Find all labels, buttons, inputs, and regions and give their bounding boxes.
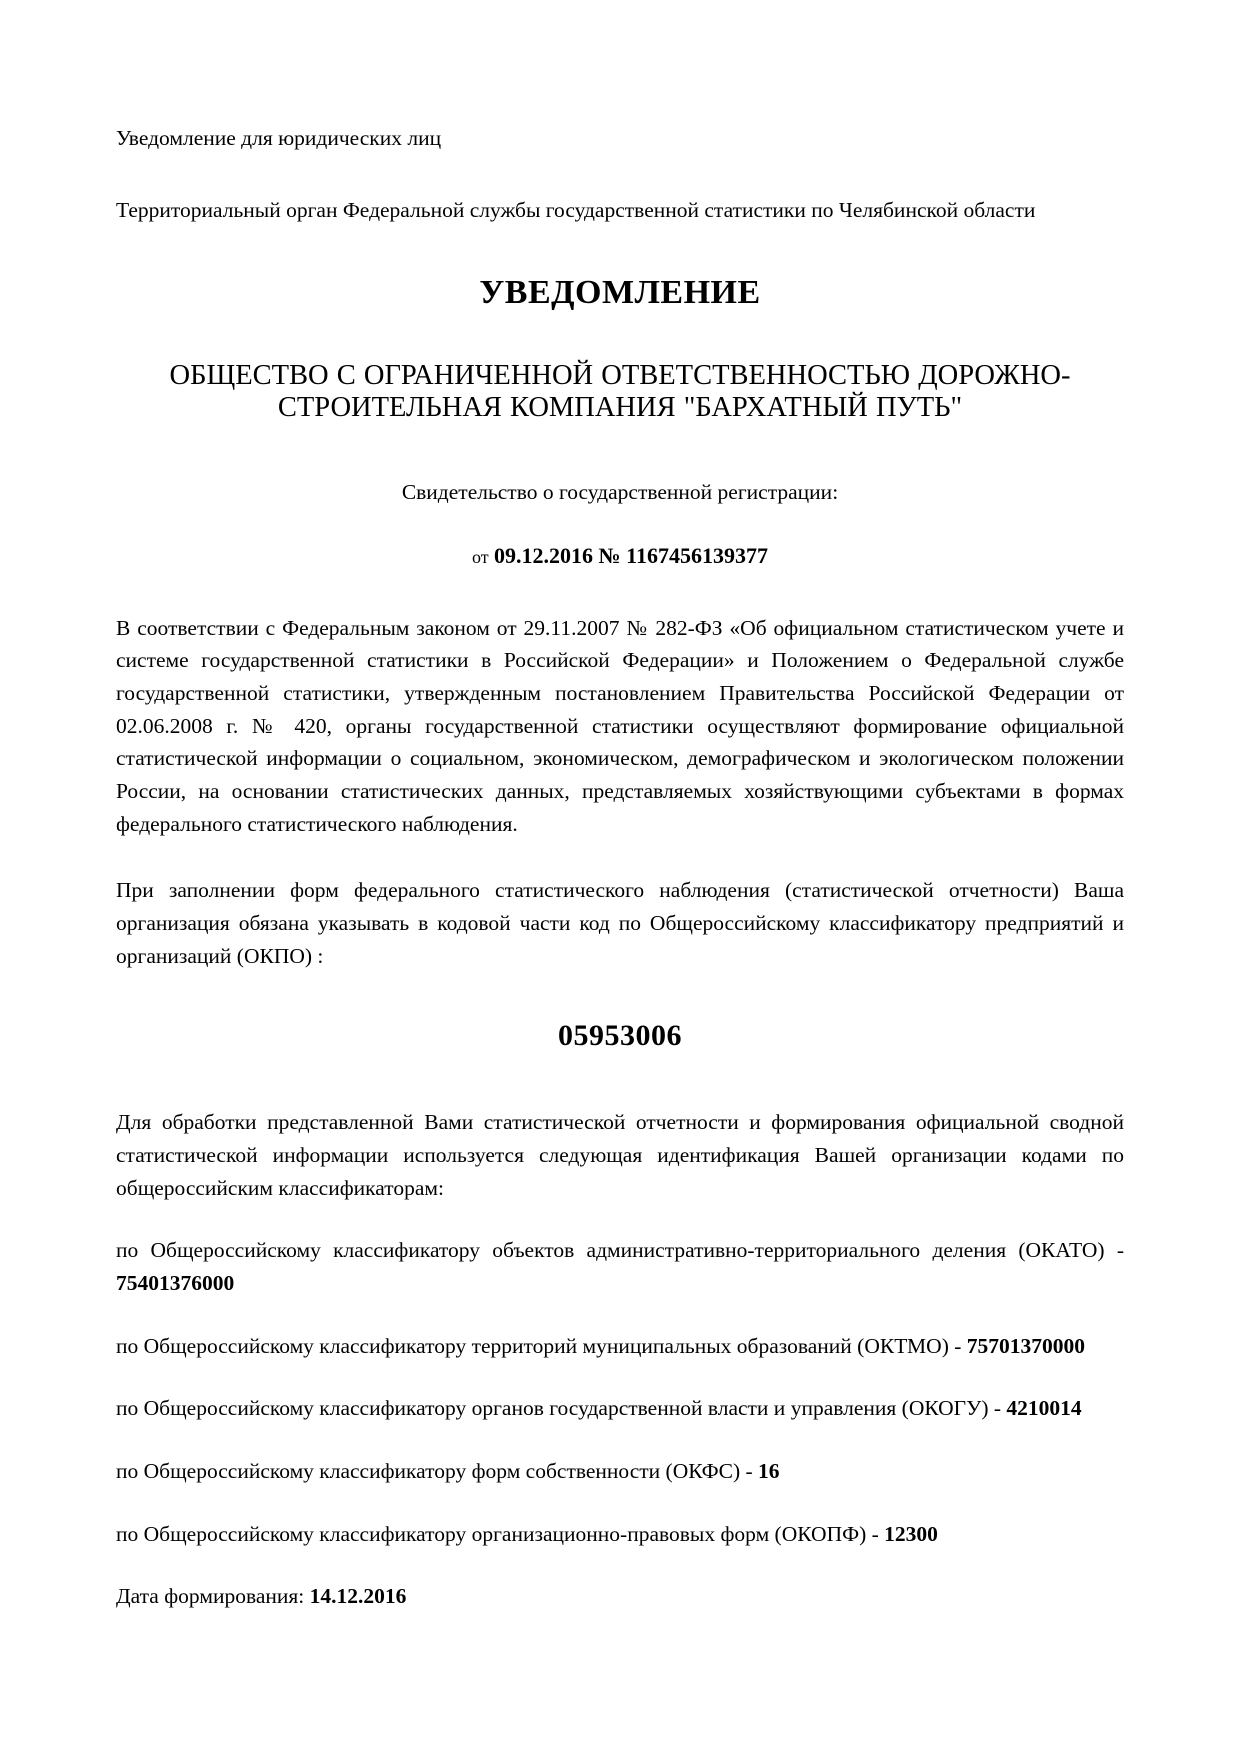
certificate-label: Свидетельство о государственной регистрации: — [401, 479, 839, 504]
classifier-row-okogu — [116, 1392, 1124, 1425]
spacer-before-classifier-1 — [116, 1300, 1124, 1330]
spacer-before-okpo-intro — [116, 840, 1124, 874]
classifier-code-okogu: 4210014 — [1006, 1396, 1082, 1421]
authority-paragraph: Территориальный орган Федеральной службы государственной статистики по Челябинской области — [116, 198, 1036, 223]
classifier-text-okato: по Общероссийскому классификатору объектов административно-территориального деления (ОКАТО) - — [116, 1238, 1124, 1263]
top-margin-spacer-2 — [116, 64, 1124, 122]
spacer-after-title — [116, 314, 1124, 360]
classifier-code-okopf: 12300 — [884, 1521, 938, 1546]
classifier-code-oktmo: 75701370000 — [966, 1333, 1086, 1358]
classifier-row-okopf — [116, 1518, 1124, 1551]
certificate-prefix: от — [472, 546, 489, 567]
notice-for-legal-entities-line: Уведомление для юридических лиц — [116, 126, 442, 150]
spacer-after-notice-for — [116, 154, 1124, 194]
formation-date-label: Дата формирования: — [116, 1584, 310, 1609]
certificate-number-line — [116, 541, 1124, 572]
spacer-before-title — [116, 227, 1124, 273]
spacer-before-classifier-4 — [116, 1488, 1124, 1518]
spacer-after-okpo-code — [116, 1054, 1124, 1106]
classifier-text-okopf: по Общероссийскому классификатору организационно-правовых форм (ОКОПФ) - — [116, 1521, 885, 1546]
okpo-intro-paragraph: При заполнении форм федерального статистического наблюдения (статистической отчетности) Ваша организация обязана указывать в кодовой части код по Общероссийскому классификатору предприятий и организаций (ОКПО) : — [116, 878, 1124, 968]
spacer-before-legal-basis — [116, 572, 1124, 612]
spacer-before-classifier-3 — [116, 1425, 1124, 1455]
classifier-code-okfs: 16 — [758, 1459, 780, 1483]
classifier-code-okato: 75401376000 — [116, 1270, 235, 1295]
formation-date-value: 14.12.2016 — [309, 1584, 407, 1609]
document-body — [116, 0, 1124, 1613]
spacer-before-classifier-2 — [116, 1362, 1124, 1392]
spacer-before-certificate-number — [116, 507, 1124, 541]
formation-date-row — [116, 1580, 1124, 1613]
legal-basis-paragraph: В соответствии с Федеральным законом от 29.11.2007 № 282-ФЗ «Об официальном статистическом учете и системе государственной статистики в Российской Федерации» и Положением о Федеральной службе государственной статистики, утвержденным постановлением Правительства Российской Федерации от 02.06.2008 г. № 420, органы государственной статистики осуществляют формирование официальной статистической информации о социальном, экономическом, демографическом и экологическом положении России, на основании статистических данных, представляемых хозяйствующими субъектами в формах федерального статистического наблюдения. — [116, 615, 1124, 836]
classifier-text-oktmo: по Общероссийскому классификатору территорий муниципальных образований (ОКТМО) - — [116, 1333, 967, 1358]
spacer-before-classifier-0 — [116, 1204, 1124, 1234]
classifier-text-okfs: по Общероссийскому классификатору форм собственности (ОКФС) - — [116, 1459, 759, 1483]
okpo-code-value: 05953006 — [558, 1019, 682, 1053]
spacer-before-okpo-code — [116, 972, 1124, 1018]
classifier-row-okato — [116, 1234, 1124, 1299]
organization-name: ОБЩЕСТВО С ОГРАНИЧЕННОЙ ОТВЕТСТВЕННОСТЬЮ ДОРОЖНО-СТРОИТЕЛЬНАЯ КОМПАНИЯ "БАРХАТНЫЙ ПУТЬ" — [169, 359, 1071, 424]
page-title: УВЕДОМЛЕНИЕ — [479, 273, 761, 311]
classifier-text-okogu: по Общероссийскому классификатору органов государственной власти и управления (ОКОГУ) - — [116, 1396, 1007, 1421]
spacer-before-formation-date — [116, 1550, 1124, 1580]
top-margin-spacer — [116, 0, 1124, 64]
processing-paragraph: Для обработки представленной Вами статистической отчетности и формирования официальной сводной статистической информации используется следующая идентификация Вашей организации кодами по общероссийским классификаторам: — [116, 1110, 1124, 1200]
spacer-before-certificate — [116, 425, 1124, 477]
certificate-value: 09.12.2016 № 1167456139377 — [494, 542, 768, 568]
classifier-row-oktmo — [116, 1330, 1124, 1363]
classifier-row-okfs — [116, 1455, 1124, 1488]
